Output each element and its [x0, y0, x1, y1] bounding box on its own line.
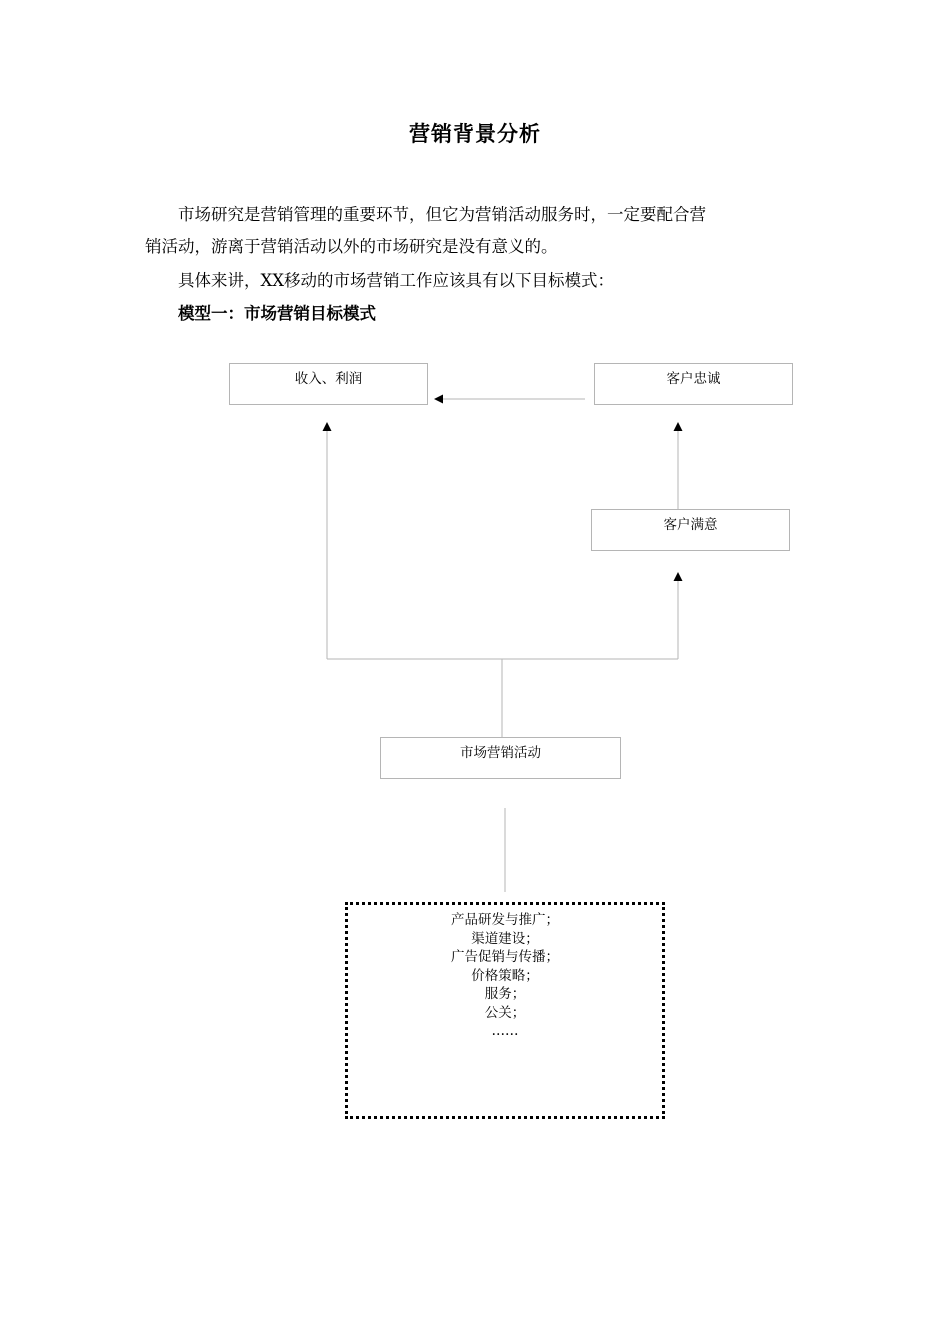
node-revenue-profit [229, 363, 428, 405]
activity-item: 广告促销与传播； [451, 949, 559, 965]
arrowhead-up-revenue [323, 422, 332, 431]
activity-item: 渠道建设； [471, 930, 539, 947]
page-title: 营销背景分析 [409, 121, 541, 146]
arrowhead-up-loyalty [674, 422, 683, 431]
model-heading: 模型一：市场营销目标模式 [178, 304, 376, 323]
node-marketing-activity [380, 737, 621, 779]
arrowhead-up-satisfaction [674, 572, 683, 581]
paragraph-1-line-1: 市场研究是营销管理的重要环节，但它为营销活动服务时，一定要配合营 [178, 205, 706, 224]
activity-item: 服务； [484, 986, 526, 1002]
node-loyalty-label: 客户忠诚 [666, 371, 721, 387]
activity-item: 价格策略； [471, 967, 539, 984]
node-marketing-activity-label: 市场营销活动 [460, 745, 541, 761]
node-satisfaction-label: 客户满意 [663, 517, 718, 533]
activity-item-ellipsis: …… [491, 1023, 519, 1039]
arrowhead-left [434, 395, 443, 404]
node-revenue-label: 收入、利润 [294, 371, 363, 387]
paragraph-2: 具体来讲，XX移动的市场营销工作应该具有以下目标模式： [178, 271, 614, 290]
activities-list-box [345, 902, 665, 1119]
paragraph-1-line-2: 销活动，游离于营销活动以外的市场研究是没有意义的。 [145, 237, 558, 256]
activity-item: 公关； [484, 1004, 526, 1021]
node-customer-satisfaction [591, 509, 790, 551]
node-customer-loyalty [594, 363, 793, 405]
activity-item: 产品研发与推广； [451, 912, 559, 928]
